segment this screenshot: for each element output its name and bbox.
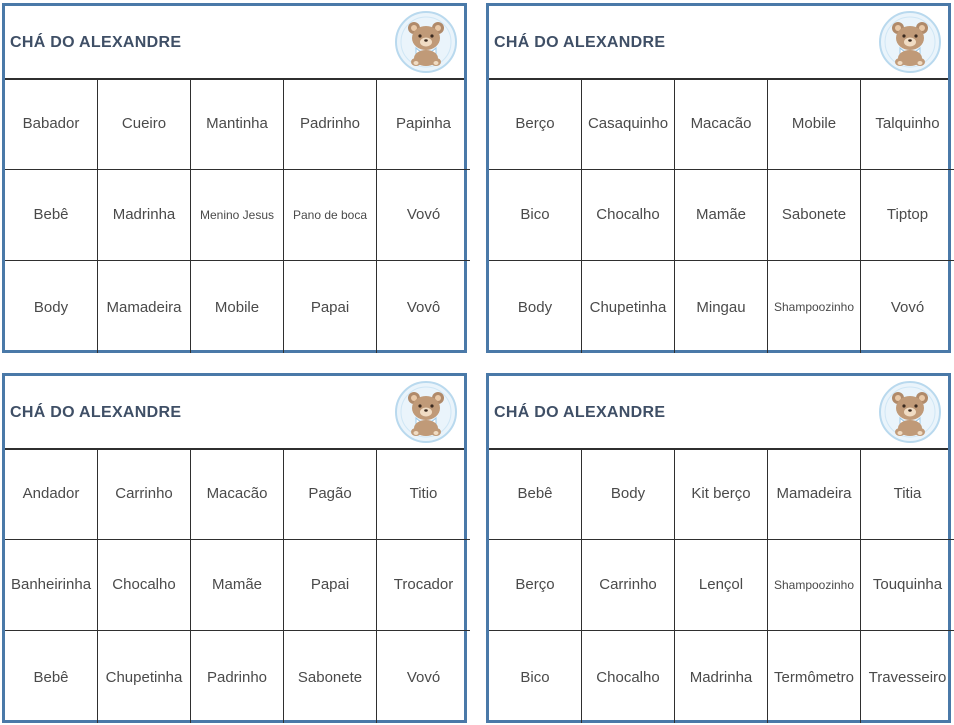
card-title: CHÁ DO ALEXANDRE	[10, 34, 182, 51]
bingo-cell: Mobile	[768, 78, 861, 170]
teddy-bear-icon	[394, 380, 458, 444]
card-header	[489, 6, 948, 80]
bingo-cell: Andador	[5, 448, 98, 540]
card-grid	[5, 448, 470, 723]
card-header	[5, 376, 464, 450]
card-header	[5, 6, 464, 80]
bingo-cell: Mamadeira	[98, 261, 191, 353]
card-title: CHÁ DO ALEXANDRE	[494, 34, 666, 51]
bingo-cell: Berço	[489, 78, 582, 170]
bingo-cell: Mamadeira	[768, 448, 861, 540]
bingo-cell: Tiptop	[861, 170, 954, 262]
bingo-cell: Trocador	[377, 540, 470, 632]
bingo-cell: Shampoozinho	[768, 540, 861, 632]
bingo-cell: Titio	[377, 448, 470, 540]
bingo-cell: Bico	[489, 631, 582, 723]
bingo-cell: Talquinho	[861, 78, 954, 170]
card-grid	[489, 78, 954, 353]
bingo-cell: Padrinho	[284, 78, 377, 170]
bingo-cell: Cueiro	[98, 78, 191, 170]
bingo-cell: Papai	[284, 261, 377, 353]
bingo-cell: Vovô	[406, 298, 441, 316]
bingo-cell: Pano de boca	[284, 170, 377, 262]
bingo-cell: Casaquinho	[582, 78, 675, 170]
bingo-card-4	[486, 373, 951, 723]
bingo-cell: Bebê	[489, 448, 582, 540]
teddy-bear-icon	[878, 10, 942, 74]
bingo-cell: Menino Jesus	[191, 170, 284, 262]
bingo-cell: Chocalho	[582, 631, 675, 723]
bingo-cell: Body	[5, 261, 98, 353]
bingo-cell: Chupetinha	[98, 631, 191, 723]
bingo-cell: Vovó	[890, 298, 925, 316]
bingo-cell: Chocalho	[582, 170, 675, 262]
bingo-cell: Papinha	[377, 78, 470, 170]
bingo-cell: Bico	[489, 170, 582, 262]
bingo-cell: Bebê	[5, 631, 98, 723]
bingo-cell: Babador	[5, 78, 98, 170]
bingo-cell: Body	[582, 448, 675, 540]
bingo-cell: Vovó	[406, 668, 441, 686]
bingo-cell: Termômetro	[768, 631, 861, 723]
bingo-card-3	[2, 373, 467, 723]
bingo-cell: Papai	[284, 540, 377, 632]
bingo-card-1	[2, 3, 467, 353]
card-grid	[5, 78, 470, 353]
bingo-cell: Madrinha	[98, 170, 191, 262]
bingo-cell: Berço	[489, 540, 582, 632]
bingo-cell: Padrinho	[191, 631, 284, 723]
card-title: CHÁ DO ALEXANDRE	[10, 404, 182, 421]
bingo-cell: Lençol	[675, 540, 768, 632]
bingo-cell: Chocalho	[98, 540, 191, 632]
bingo-cell: Pagão	[284, 448, 377, 540]
card-grid	[489, 448, 954, 723]
bingo-cell: Vovó	[377, 170, 470, 262]
teddy-bear-icon	[878, 380, 942, 444]
card-title: CHÁ DO ALEXANDRE	[494, 404, 666, 421]
bingo-cell: Shampoozinho	[768, 261, 861, 353]
bingo-cell: Travesseiro	[868, 668, 947, 686]
bingo-cell: Kit berço	[675, 448, 768, 540]
bingo-cell: Carrinho	[582, 540, 675, 632]
bingo-cell: Mamãe	[191, 540, 284, 632]
bingo-cell: Mantinha	[191, 78, 284, 170]
bingo-cell: Mamãe	[675, 170, 768, 262]
card-header	[489, 376, 948, 450]
bingo-cell: Titia	[861, 448, 954, 540]
bingo-cell: Macacão	[191, 448, 284, 540]
bingo-cell: Carrinho	[98, 448, 191, 540]
bingo-cell: Mobile	[191, 261, 284, 353]
bingo-cell: Mingau	[675, 261, 768, 353]
bingo-cell: Macacão	[675, 78, 768, 170]
bingo-cell: Madrinha	[675, 631, 768, 723]
bingo-cell: Chupetinha	[582, 261, 675, 353]
bingo-cell: Sabonete	[284, 631, 377, 723]
bingo-cell: Bebê	[5, 170, 98, 262]
bingo-cell: Banheirinha	[5, 540, 98, 632]
bingo-cell: Body	[489, 261, 582, 353]
bingo-card-2	[486, 3, 951, 353]
bingo-cell: Touquinha	[861, 540, 954, 632]
teddy-bear-icon	[394, 10, 458, 74]
bingo-cell: Sabonete	[768, 170, 861, 262]
